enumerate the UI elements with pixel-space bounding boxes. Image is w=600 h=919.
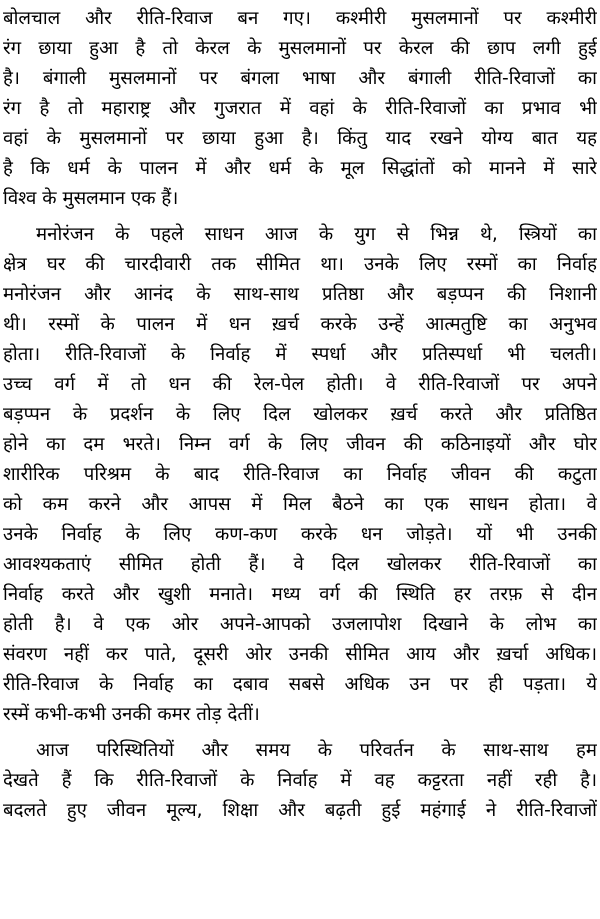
text-line: आज परिस्थितियों और समय के परिवर्तन के साथ-साथ हम	[36, 740, 597, 761]
text-line: रीति-रिवाज के निर्वाह का दबाव सबसे अधिक उन पर ही पड़ता। ये	[3, 674, 597, 695]
text-line: बड़प्पन के प्रदर्शन के लिए दिल खोलकर ख़र्च करते और प्रतिष्ठित	[3, 404, 597, 425]
text-line: उच्च वर्ग में तो धन की रेल-पेल होती। वे रीति-रिवाजों पर अपने	[3, 374, 597, 395]
text-line: बदलते हुए जीवन मूल्य, शिक्षा और बढ़ती हुई महंगाई ने रीति-रिवाजों	[3, 800, 597, 821]
text-line: रस्में कभी-कभी उनकी कमर तोड़ देतीं।	[3, 704, 260, 725]
text-line: मनोरंजन और आनंद के साथ-साथ प्रतिष्ठा और बड़प्पन की निशानी	[3, 284, 597, 305]
text-line: संवरण नहीं कर पाते, दूसरी ओर उनकी सीमित आय और ख़र्चा अधिक।	[3, 644, 597, 665]
text-line: शारीरिक परिश्रम के बाद रीति-रिवाज का निर्वाह जीवन की कटुता	[3, 464, 597, 485]
paragraph-1	[3, 4, 597, 214]
text-line: होती है। वे एक ओर अपने-आपको उजलापोश दिखाने के लोभ का	[3, 614, 597, 635]
text-line: विश्व के मुसलमान एक हैं।	[3, 188, 179, 209]
text-line: को कम करने और आपस में मिल बैठने का एक साधन होता। वे	[3, 494, 597, 515]
paragraph-2	[3, 220, 597, 730]
text-line: थी। रस्मों के पालन में धन ख़र्च करके उन्हें आत्मतुष्टि का अनुभव	[3, 314, 597, 335]
text-line: बोलचाल और रीति-रिवाज बन गए। कश्मीरी मुसलमानों पर कश्मीरी	[3, 8, 597, 29]
text-line: आवश्यकताएं सीमित होती हैं। वे दिल खोलकर रीति-रिवाजों का	[3, 554, 597, 575]
text-line: होने का दम भरते। निम्न वर्ग के लिए जीवन की कठिनाइयों और घोर	[3, 434, 597, 455]
text-line: देखते हैं कि रीति-रिवाजों के निर्वाह में वह कट्टरता नहीं रही है।	[3, 770, 597, 791]
text-line: है। बंगाली मुसलमानों पर बंगला भाषा और बंगाली रीति-रिवाजों का	[3, 68, 597, 89]
paragraph-3	[3, 736, 597, 826]
text-line: होता। रीति-रिवाजों के निर्वाह में स्पर्धा और प्रतिस्पर्धा भी चलती।	[3, 344, 597, 365]
text-line: क्षेत्र घर की चारदीवारी तक सीमित था। उनके लिए रस्मों का निर्वाह	[3, 254, 597, 275]
text-line: मनोरंजन के पहले साधन आज के युग से भिन्न थे, स्त्रियों का	[36, 224, 597, 245]
text-line: वहां के मुसलमानों पर छाया हुआ है। किंतु याद रखने योग्य बात यह	[3, 128, 597, 149]
text-line: रंग है तो महाराष्ट्र और गुजरात में वहां के रीति-रिवाजों का प्रभाव भी	[3, 98, 597, 119]
text-line: रंग छाया हुआ है तो केरल के मुसलमानों पर केरल की छाप लगी हुई	[3, 38, 597, 59]
text-line: उनके निर्वाह के लिए कण-कण करके धन जोड़ते। यों भी उनकी	[3, 524, 597, 545]
text-line: है कि धर्म के पालन में और धर्म के मूल सिद्धांतों को मानने में सारे	[3, 158, 597, 179]
text-line: निर्वाह करते और खुशी मनाते। मध्य वर्ग की स्थिति हर तरफ़ से दीन	[3, 584, 597, 605]
